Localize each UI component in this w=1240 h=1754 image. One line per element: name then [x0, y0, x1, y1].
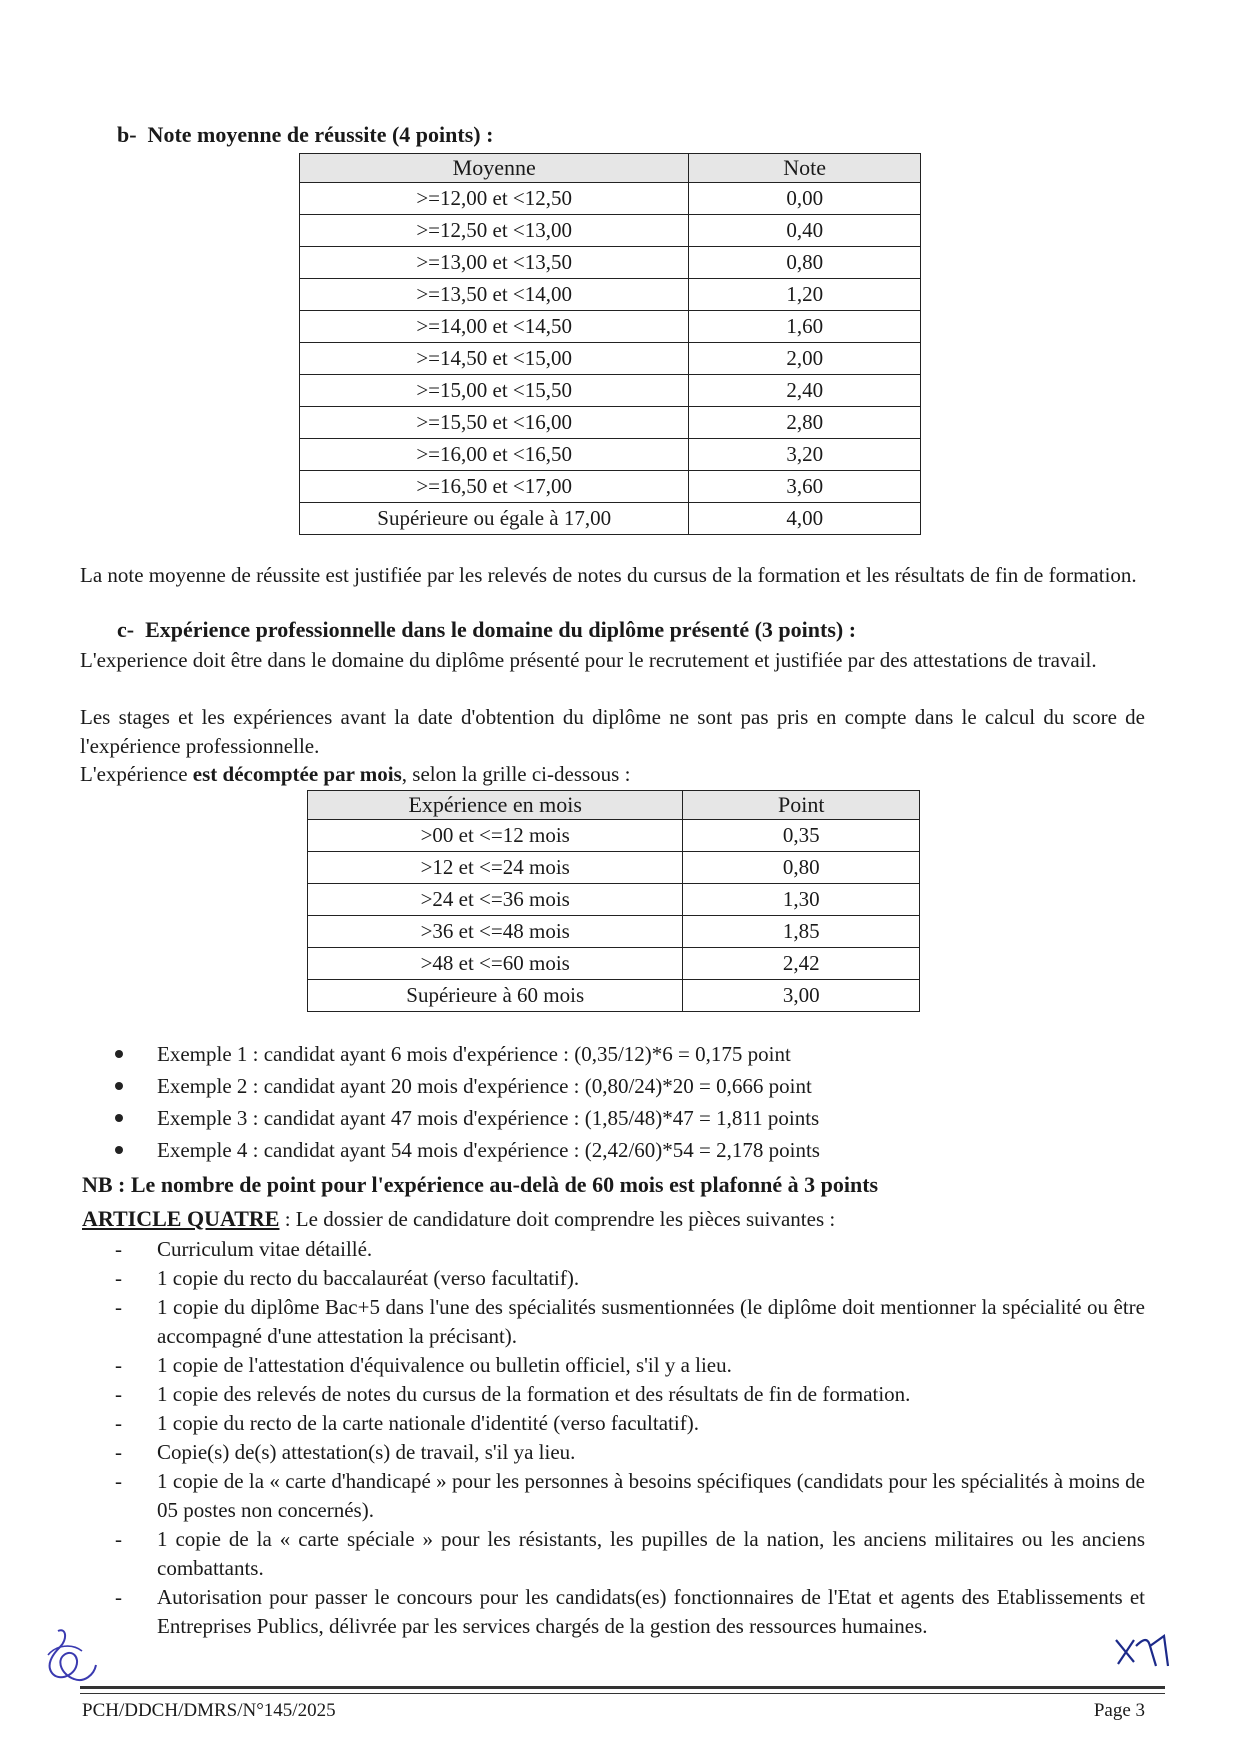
experience-table — [307, 790, 920, 1012]
table-row — [300, 343, 921, 375]
experience-points: 1,85 — [683, 916, 920, 948]
experience-range: >48 et <=60 mois — [308, 948, 683, 980]
experience-range: >24 et <=36 mois — [308, 884, 683, 916]
document-text: 1 copie du recto du baccalauréat (verso facultatif). — [157, 1266, 580, 1290]
bullet-icon — [115, 1114, 123, 1122]
experience-range: >36 et <=48 mois — [308, 916, 683, 948]
experience-points: 0,80 — [683, 852, 920, 884]
grade-range: >=15,50 et <16,00 — [300, 407, 689, 439]
grade-points: 3,20 — [689, 439, 921, 471]
dash-bullet: - — [115, 1295, 122, 1319]
experience-header-point: Point — [683, 791, 920, 820]
monthly-text-bold: est décomptée par mois — [192, 762, 402, 786]
experience-range: Supérieure à 60 mois — [308, 980, 683, 1012]
initials-right-icon — [1112, 1632, 1172, 1674]
bullet-icon — [115, 1146, 123, 1154]
table-row — [300, 247, 921, 279]
dash-bullet: - — [115, 1440, 122, 1464]
grade-range: Supérieure ou égale à 17,00 — [300, 503, 689, 535]
grade-points: 4,00 — [689, 503, 921, 535]
table-row — [308, 884, 920, 916]
grade-range: >=14,50 et <15,00 — [300, 343, 689, 375]
table-row — [308, 852, 920, 884]
example-text: Exemple 2 : candidat ayant 20 mois d'expérience : (0,80/24)*20 = 0,666 point — [157, 1074, 812, 1098]
list-item — [115, 1235, 1145, 1264]
list-item — [115, 1293, 1145, 1351]
table-row — [300, 279, 921, 311]
table-row — [300, 183, 921, 215]
grade-range: >=16,50 et <17,00 — [300, 471, 689, 503]
list-item — [115, 1070, 1145, 1102]
examples-list — [115, 1038, 1145, 1166]
footer-page-number: Page 3 — [1093, 1700, 1145, 1721]
section-b-title: b- Note moyenne de réussite (4 points) : — [117, 122, 494, 147]
list-item — [115, 1380, 1145, 1409]
footer-reference: PCH/DDCH/DMRS/N°145/2025 — [82, 1700, 336, 1721]
grade-points: 0,40 — [689, 215, 921, 247]
experience-para-monthly — [80, 760, 1145, 789]
list-item — [115, 1583, 1145, 1641]
grade-header-note: Note — [689, 154, 921, 183]
document-text: 1 copie de l'attestation d'équivalence ou bulletin officiel, s'il y a lieu. — [157, 1353, 732, 1377]
dash-bullet: - — [115, 1411, 122, 1435]
list-item — [115, 1351, 1145, 1380]
section-c-title: c- Expérience professionnelle dans le domaine du diplôme présenté (3 points) : — [117, 617, 857, 642]
table-row — [300, 375, 921, 407]
experience-points: 2,42 — [683, 948, 920, 980]
dash-bullet: - — [115, 1469, 122, 1493]
dash-bullet: - — [115, 1353, 122, 1377]
grade-points: 1,20 — [689, 279, 921, 311]
article-four-intro: : Le dossier de candidature doit comprendre les pièces suivantes : — [279, 1207, 836, 1231]
list-item — [115, 1467, 1145, 1525]
list-item — [115, 1102, 1145, 1134]
experience-header-months: Expérience en mois — [308, 791, 683, 820]
experience-points: 1,30 — [683, 884, 920, 916]
table-row — [308, 820, 920, 852]
table-row — [300, 407, 921, 439]
experience-range: >00 et <=12 mois — [308, 820, 683, 852]
grade-table — [299, 153, 921, 535]
experience-table-header — [308, 791, 920, 820]
footer-rule-thick — [80, 1686, 1165, 1689]
list-item — [115, 1438, 1145, 1467]
grade-points: 2,00 — [689, 343, 921, 375]
table-row — [308, 948, 920, 980]
grade-range: >=15,00 et <15,50 — [300, 375, 689, 407]
dash-bullet: - — [115, 1527, 122, 1551]
example-text: Exemple 3 : candidat ayant 47 mois d'expérience : (1,85/48)*47 = 1,811 points — [157, 1106, 820, 1130]
document-text: Curriculum vitae détaillé. — [157, 1237, 373, 1261]
dash-bullet: - — [115, 1585, 122, 1609]
table-row — [300, 503, 921, 535]
table-row — [308, 980, 920, 1012]
list-item — [115, 1264, 1145, 1293]
table-row — [300, 439, 921, 471]
list-item — [115, 1409, 1145, 1438]
experience-points: 0,35 — [683, 820, 920, 852]
experience-points: 3,00 — [683, 980, 920, 1012]
experience-range: >12 et <=24 mois — [308, 852, 683, 884]
dash-bullet: - — [115, 1382, 122, 1406]
footer-rule-thin — [80, 1693, 1165, 1694]
grade-range: >=13,00 et <13,50 — [300, 247, 689, 279]
example-text: Exemple 1 : candidat ayant 6 mois d'expérience : (0,35/12)*6 = 0,175 point — [157, 1042, 791, 1066]
bullet-icon — [115, 1050, 123, 1058]
grade-range: >=13,50 et <14,00 — [300, 279, 689, 311]
document-text: 1 copie de la « carte d'handicapé » pour les personnes à besoins spécifiques (candidats pour les spécialités à moins de 05 postes non concernés). — [157, 1469, 1145, 1522]
article-four-title: ARTICLE QUATRE — [82, 1206, 280, 1231]
grade-header-moyenne: Moyenne — [300, 154, 689, 183]
list-item — [115, 1525, 1145, 1583]
nb-note: NB : Le nombre de point pour l'expérience au-delà de 60 mois est plafonné à 3 points — [82, 1172, 879, 1197]
bullet-icon — [115, 1082, 123, 1090]
initials-left-icon — [38, 1625, 108, 1687]
table-row — [308, 916, 920, 948]
grade-range: >=12,00 et <12,50 — [300, 183, 689, 215]
document-text: 1 copie du recto de la carte nationale d'identité (verso facultatif). — [157, 1411, 699, 1435]
grade-range: >=12,50 et <13,00 — [300, 215, 689, 247]
document-text: Copie(s) de(s) attestation(s) de travail, s'il ya lieu. — [157, 1440, 576, 1464]
document-text: 1 copie des relevés de notes du cursus de la formation et des résultats de fin de formation. — [157, 1382, 911, 1406]
grade-points: 0,80 — [689, 247, 921, 279]
grade-points: 3,60 — [689, 471, 921, 503]
grade-points: 2,80 — [689, 407, 921, 439]
table-row — [300, 215, 921, 247]
list-item — [115, 1038, 1145, 1070]
example-text: Exemple 4 : candidat ayant 54 mois d'expérience : (2,42/60)*54 = 2,178 points — [157, 1138, 820, 1162]
grade-table-header — [300, 154, 921, 183]
grade-points: 1,60 — [689, 311, 921, 343]
table-row — [300, 471, 921, 503]
table-row — [300, 311, 921, 343]
document-text: 1 copie du diplôme Bac+5 dans l'une des spécialités susmentionnées (le diplôme doit mentionner la spécialité ou être accompagné d'une attestation la précisant). — [157, 1295, 1145, 1348]
document-text: 1 copie de la « carte spéciale » pour les résistants, les pupilles de la nation, les anciens militaires ou les anciens combattants. — [157, 1527, 1145, 1580]
grade-justification: La note moyenne de réussite est justifiée par les relevés de notes du cursus de la formation et les résultats de fin de formation. — [80, 563, 1137, 587]
list-item — [115, 1134, 1145, 1166]
grade-range: >=16,00 et <16,50 — [300, 439, 689, 471]
dash-bullet: - — [115, 1237, 122, 1261]
grade-points: 2,40 — [689, 375, 921, 407]
monthly-text-after: , selon la grille ci-dessous : — [401, 762, 631, 786]
grade-range: >=14,00 et <14,50 — [300, 311, 689, 343]
monthly-text-before: L'expérience — [80, 762, 193, 786]
article-four-heading — [82, 1206, 1142, 1232]
grade-points: 0,00 — [689, 183, 921, 215]
dash-bullet: - — [115, 1266, 122, 1290]
document-text: Autorisation pour passer le concours pour les candidats(es) fonctionnaires de l'Etat et agents des Etablissements et Entreprises Publics, délivrée par les services chargés de la gestion des ressources humaines. — [157, 1585, 1145, 1638]
documents-list — [115, 1235, 1145, 1641]
experience-para-domain: L'experience doit être dans le domaine du diplôme présenté pour le recrutement et justifiée par des attestations de travail. — [80, 648, 1097, 672]
experience-para-internships: Les stages et les expériences avant la date d'obtention du diplôme ne sont pas pris en compte dans le calcul du score de l'expérience professionnelle. — [80, 705, 1145, 758]
